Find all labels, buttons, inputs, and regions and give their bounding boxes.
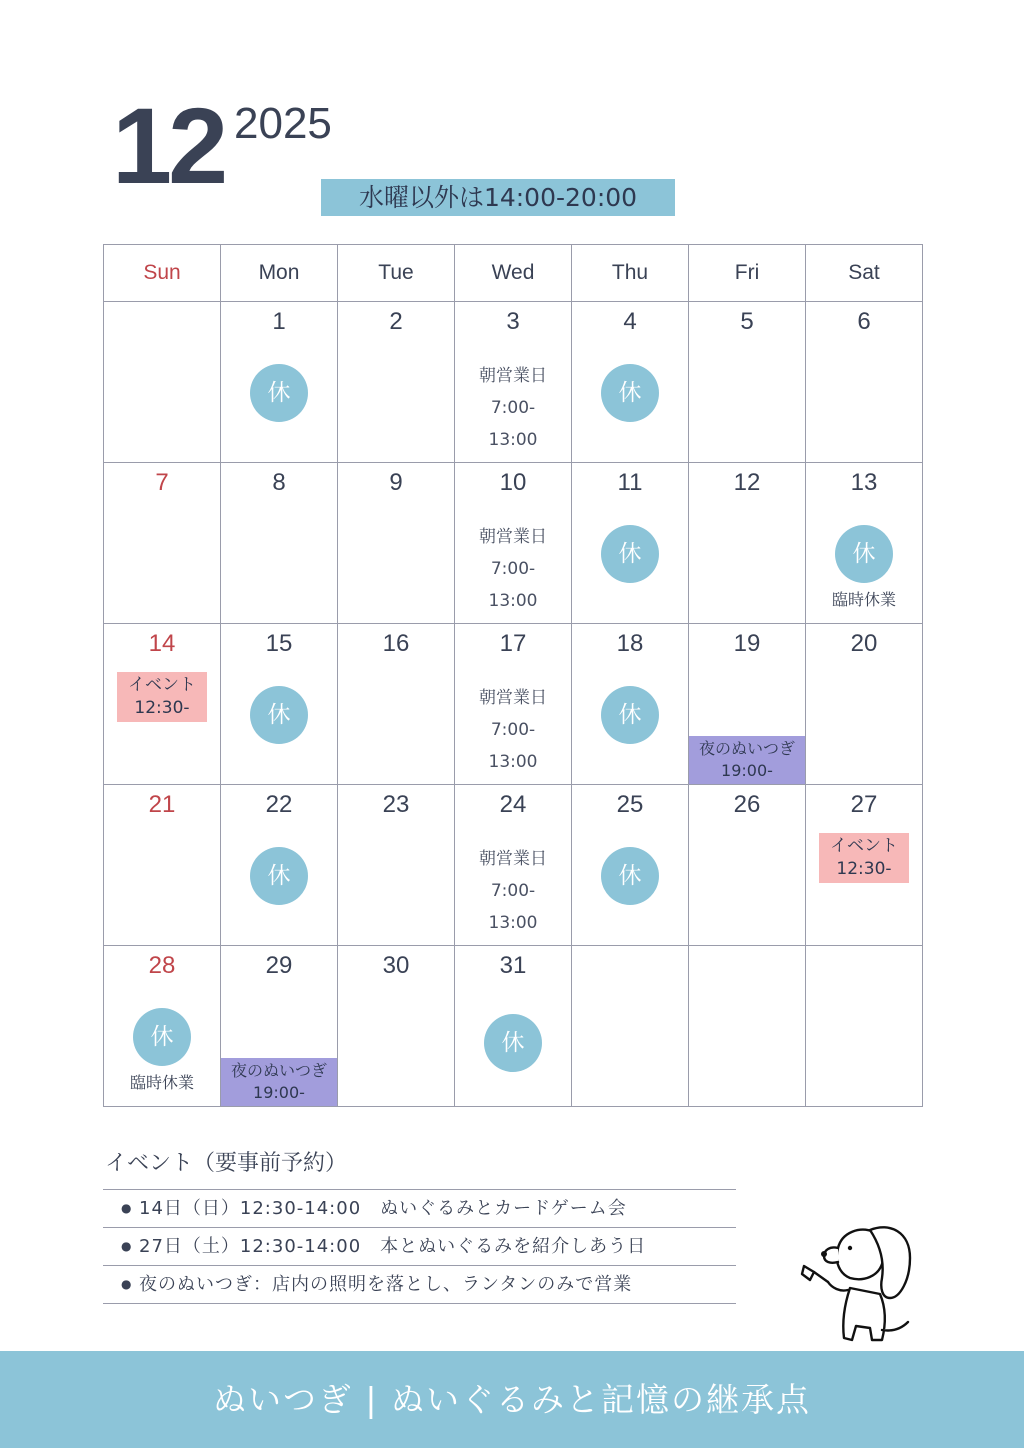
event-tag: [117, 672, 207, 722]
morning-start: 7:00-: [490, 398, 536, 418]
week-row: [104, 785, 923, 946]
day-cell: [572, 785, 689, 946]
day-cell: [104, 946, 221, 1107]
bullet-icon: ●: [121, 1239, 133, 1253]
day-number: 6: [857, 308, 871, 335]
day-cell: [221, 463, 338, 624]
day-number: 28: [148, 952, 176, 979]
day-cell: [689, 302, 806, 463]
event-item: [103, 1266, 736, 1304]
day-cell: [689, 785, 806, 946]
year-label: 2025: [234, 99, 332, 148]
day-cell: [806, 624, 923, 785]
morning-title: 朝営業日: [479, 527, 547, 547]
morning-hours: [455, 682, 571, 778]
day-cell: [455, 785, 572, 946]
day-number: 15: [265, 630, 293, 657]
closed-badge: 休: [250, 364, 308, 422]
day-number: 3: [506, 308, 520, 335]
day-cell: [221, 302, 338, 463]
day-cell: [338, 624, 455, 785]
bullet-icon: ●: [121, 1201, 133, 1215]
closed-badge: 休: [601, 686, 659, 744]
weekday-mon: Mon: [221, 245, 338, 302]
day-number: 4: [623, 308, 637, 335]
day-number: 24: [499, 791, 527, 818]
day-cell: [572, 302, 689, 463]
day-number: 13: [850, 469, 878, 496]
week-row: [104, 624, 923, 785]
day-number: 21: [148, 791, 176, 818]
night-event-tag: [689, 736, 805, 784]
weekday-wed: Wed: [455, 245, 572, 302]
day-cell-empty: [689, 946, 806, 1107]
closed-badge: 休: [484, 1014, 542, 1072]
weekday-header-row: [104, 245, 923, 302]
day-number: 2: [389, 308, 403, 335]
events-section-title: イベント（要事前予約）: [105, 1151, 348, 1176]
day-cell: [572, 624, 689, 785]
day-number: 18: [616, 630, 644, 657]
day-cell: [338, 302, 455, 463]
day-number: 11: [617, 469, 643, 496]
closed-badge: 休: [601, 364, 659, 422]
day-cell-empty: [806, 946, 923, 1107]
morning-end: 13:00: [488, 591, 538, 611]
day-cell: [221, 785, 338, 946]
weekday-tue: Tue: [338, 245, 455, 302]
day-number: 10: [499, 469, 527, 496]
temporary-closure-note: 臨時休業: [129, 1073, 194, 1092]
day-number: 17: [499, 630, 527, 657]
morning-title: 朝営業日: [479, 688, 547, 708]
day-number: 31: [499, 952, 527, 979]
day-number: 16: [382, 630, 410, 657]
day-number: 12: [733, 469, 761, 496]
day-cell: [455, 463, 572, 624]
day-cell: [455, 946, 572, 1107]
day-cell: [338, 785, 455, 946]
event-item-text: 27日（土）12:30-14:00 本とぬいぐるみを紹介しあう日: [139, 1236, 647, 1257]
event-item-text: 夜のぬいつぎ：店内の照明を落とし、ランタンのみで営業: [139, 1274, 633, 1295]
weekday-sun: Sun: [104, 245, 221, 302]
morning-start: 7:00-: [490, 720, 536, 740]
events-list: [103, 1189, 736, 1304]
day-number: 26: [733, 791, 761, 818]
morning-start: 7:00-: [490, 559, 536, 579]
closed-badge: 休: [133, 1008, 191, 1066]
week-row: [104, 946, 923, 1107]
morning-title: 朝営業日: [479, 366, 547, 386]
day-number: 22: [265, 791, 293, 818]
day-cell-empty: [572, 946, 689, 1107]
weekday-thu: Thu: [572, 245, 689, 302]
day-cell: [572, 463, 689, 624]
night-event-tag: [221, 1058, 337, 1106]
weekday-sat: Sat: [806, 245, 923, 302]
day-cell: [455, 302, 572, 463]
closed-badge: 休: [601, 525, 659, 583]
day-cell: [806, 463, 923, 624]
closed-badge: 休: [250, 847, 308, 905]
event-item: [103, 1228, 736, 1266]
business-hours-banner: 水曜以外は14:00-20:00: [321, 179, 675, 216]
morning-end: 13:00: [488, 913, 538, 933]
night-tag-time: 19:00-: [253, 1083, 305, 1102]
event-tag: [819, 833, 909, 883]
morning-start: 7:00-: [490, 881, 536, 901]
day-cell: [806, 302, 923, 463]
morning-end: 13:00: [488, 430, 538, 450]
event-tag-label: イベント: [830, 836, 898, 856]
day-cell: [455, 624, 572, 785]
day-number: 9: [389, 469, 403, 496]
night-tag-label: 夜のぬいつぎ: [698, 739, 795, 758]
day-cell: [104, 785, 221, 946]
closed-badge: 休: [835, 525, 893, 583]
day-number: 5: [740, 308, 754, 335]
morning-hours: [455, 360, 571, 456]
week-row: [104, 302, 923, 463]
day-cell: [689, 624, 806, 785]
day-number: 29: [265, 952, 293, 979]
event-tag-time: 12:30-: [134, 698, 190, 718]
event-item-text: 14日（日）12:30-14:00 ぬいぐるみとカードゲーム会: [139, 1198, 627, 1219]
day-number: 8: [272, 469, 286, 496]
day-cell: [221, 946, 338, 1107]
closed-badge: 休: [250, 686, 308, 744]
day-number: 27: [850, 791, 878, 818]
day-number: 25: [616, 791, 644, 818]
event-item: [103, 1190, 736, 1228]
morning-title: 朝営業日: [479, 849, 547, 869]
day-cell: [338, 946, 455, 1107]
morning-hours: [455, 843, 571, 939]
month-number: 12: [112, 85, 225, 206]
week-row: [104, 463, 923, 624]
day-number: 30: [382, 952, 410, 979]
night-tag-time: 19:00-: [721, 761, 773, 780]
bullet-icon: ●: [121, 1277, 133, 1291]
day-cell: [689, 463, 806, 624]
dog-illustration-icon: [798, 1218, 920, 1350]
day-cell: [104, 624, 221, 785]
closed-badge: 休: [601, 847, 659, 905]
night-tag-label: 夜のぬいつぎ: [230, 1061, 327, 1080]
day-cell: [104, 463, 221, 624]
event-tag-time: 12:30-: [836, 859, 892, 879]
day-number: 1: [272, 308, 286, 335]
day-cell: [221, 624, 338, 785]
calendar-grid: [103, 244, 923, 1107]
day-cell-empty: [104, 302, 221, 463]
day-number: 7: [155, 469, 169, 496]
day-cell: [806, 785, 923, 946]
day-number: 20: [850, 630, 878, 657]
weekday-fri: Fri: [689, 245, 806, 302]
morning-end: 13:00: [488, 752, 538, 772]
day-cell: [338, 463, 455, 624]
morning-hours: [455, 521, 571, 617]
day-number: 19: [733, 630, 761, 657]
day-number: 23: [382, 791, 410, 818]
event-tag-label: イベント: [128, 675, 196, 695]
footer-banner: ぬいつぎ | ぬいぐるみと記憶の継承点: [0, 1351, 1024, 1448]
temporary-closure-note: 臨時休業: [831, 590, 896, 609]
day-number: 14: [148, 630, 176, 657]
